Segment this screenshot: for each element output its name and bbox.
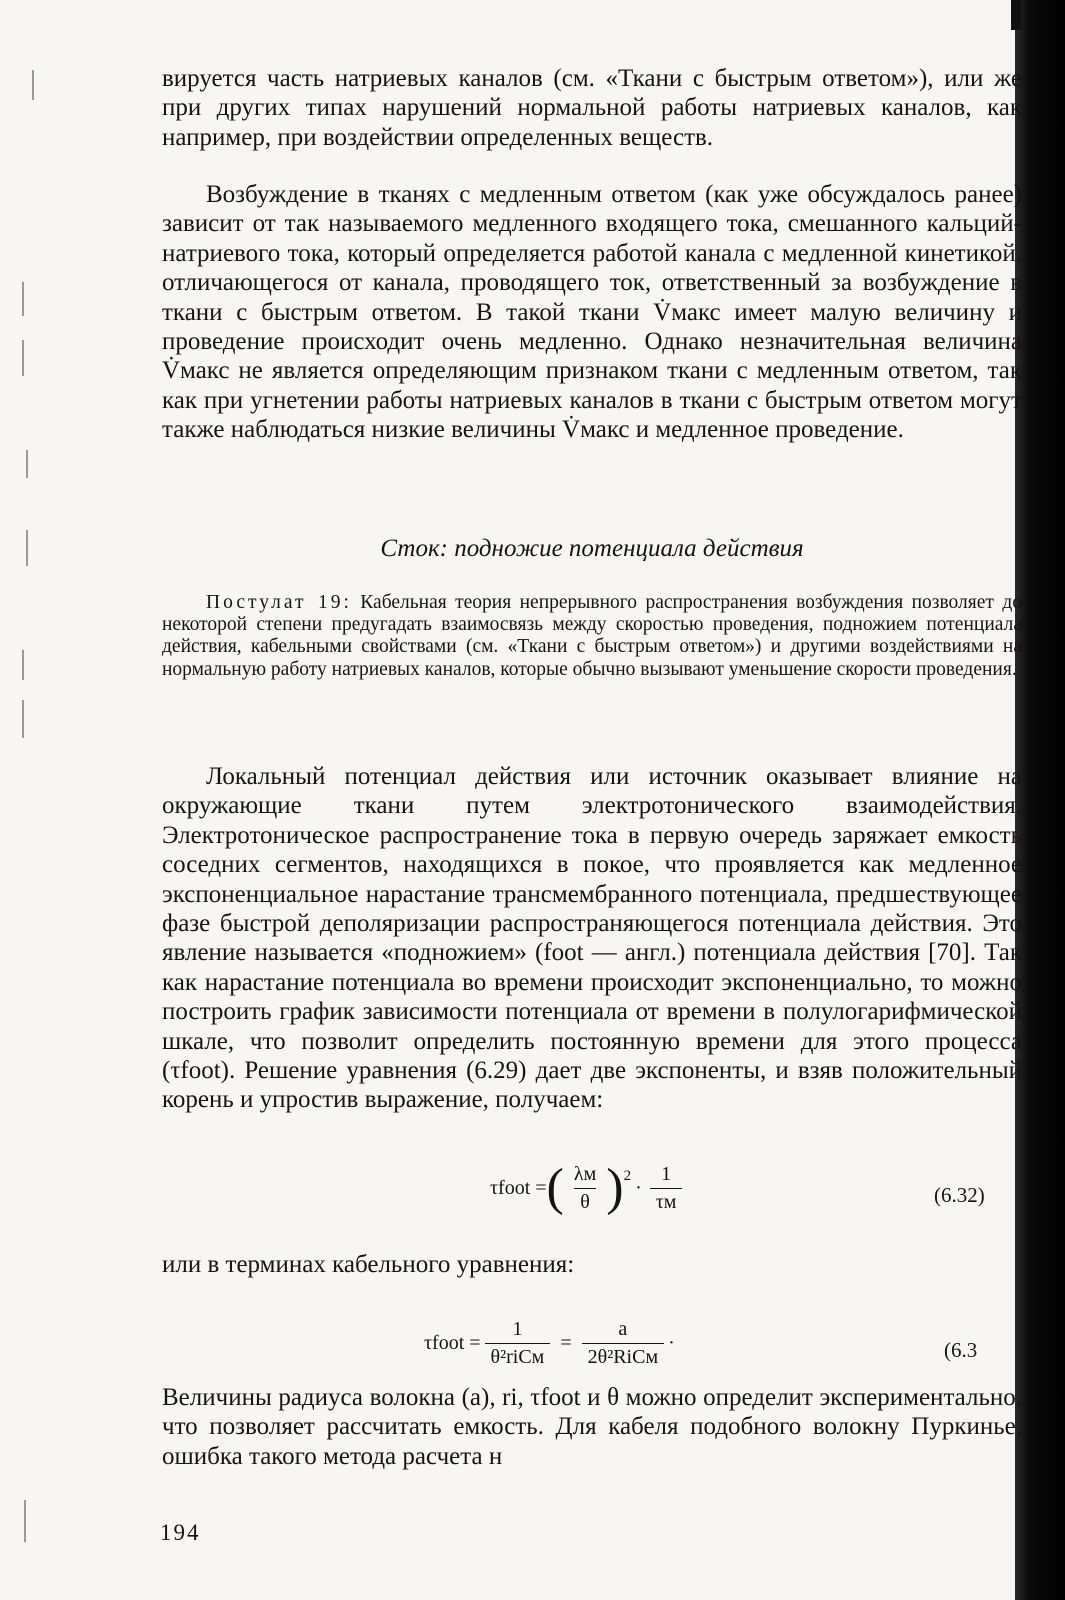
eq2-tail: · bbox=[668, 1332, 675, 1354]
eq1-close-paren: ) bbox=[606, 1159, 624, 1216]
eq1-denominator-1: θ bbox=[574, 1188, 596, 1214]
section-heading: Сток: подножие потенциала действия bbox=[380, 535, 804, 562]
eq1-dot: · bbox=[635, 1176, 642, 1199]
paragraph-cable-terms: или в терминах кабельного уравнения: bbox=[162, 1251, 575, 1278]
eq2-lhs: τfoot = bbox=[424, 1332, 481, 1354]
equation-6-33 bbox=[424, 1318, 675, 1369]
equation-number-6-33: (6.3 bbox=[944, 1338, 978, 1362]
eq1-power: 2 bbox=[623, 1168, 632, 1184]
scan-edge-notch bbox=[1011, 0, 1021, 30]
eq1-fraction-2 bbox=[650, 1163, 683, 1214]
eq1-numerator-1: λм bbox=[573, 1162, 597, 1185]
scan-dark-edge bbox=[1015, 0, 1065, 1600]
eq2-denominator-1: θ²riCм bbox=[485, 1343, 551, 1369]
paragraph-fiber-radius: Величины радиуса волокна (a), ri, τfoot и θ можно определит экспериментально, что позволяет рассчитать емкость. Для кабеля подобного волокну Пуркинье, ошибка такого метода расчета н bbox=[162, 1384, 1022, 1470]
equation-6-32 bbox=[490, 1159, 686, 1216]
paragraph-continuation: вируется часть натриевых каналов (см. «Ткани с быстрым ответом»), или же при других типах нарушений нормальной работы натриевых каналов, как например, при воздействии определенных веществ. bbox=[162, 65, 1022, 151]
paragraph-local-potential: Локальный потенциал действия или источник оказывает влияние на окружающие ткани путем электротонического взаимодействия. Электротоническое распространение тока в первую очередь заряжает емкость соседних сегментов, находящихся в покое, что проявляется как медленное экспоненциальное нарастание трансмембранного потенциала, предшествующее фазе быстрой деполяризации распространяющегося потенциала действия. Это явление называется «подножием» (foot — англ.) потенциала действия [70]. Так как нарастание потенциала во времени происходит экспоненциально, то можно построить график зависимости потенциала от времени в полулогарифмической шкале, что позволит определить постоянную времени для этого процесса (τfoot). Решение уравнения (6.29) дает две экспоненты, и взяв положительный корень и упростив выражение, получаем: bbox=[162, 763, 1022, 1114]
eq2-fraction-2 bbox=[582, 1318, 664, 1369]
eq1-fraction-1 bbox=[568, 1163, 602, 1214]
eq1-numerator-2: 1 bbox=[661, 1162, 672, 1185]
eq1-denominator-2: τм bbox=[650, 1188, 683, 1214]
postulate-body: Кабельная теория непрерывного распространения возбуждения позволяет до некоторой степени предугадать взаимосвязь между скоростью проведения, подножием потенциала действия, кабельными свойствами (см. «Ткани с быстрым ответом») и другими воздействиями на нормальную работу натриевых каналов, которые обычно вызывают уменьшение скорости проведения. bbox=[162, 592, 1023, 680]
eq2-numerator-1: 1 bbox=[512, 1318, 523, 1340]
postulate-block bbox=[162, 592, 1022, 681]
postulate-lead: Постулат 19: bbox=[206, 592, 352, 613]
eq1-lhs: τfoot = bbox=[490, 1176, 547, 1199]
paragraph-slow-response: Возбуждение в тканях с медленным ответом (как уже обсуждалось ранее) зависит от так называемого медленного входящего тока, смешанного кальций-натриевого тока, который определяется работой канала с медленной кинетикой, отличающегося от канала, проводящего ток, ответственный за возбуждение в ткани с быстрым ответом. В такой ткани V̇макс имеет малую величину и проведение происходит очень медленно. Однако незначительная величина V̇макс не является определяющим признаком ткани с медленным ответом, так как при угнетении работы натриевых каналов в ткани с быстрым ответом могут также наблюдаться низкие величины V̇макс и медленное проведение. bbox=[162, 181, 1022, 444]
eq2-numerator-2: a bbox=[618, 1318, 628, 1340]
page-number: 194 bbox=[160, 1520, 201, 1545]
eq1-open-paren: ( bbox=[546, 1159, 564, 1216]
equation-number-6-32: (6.32) bbox=[934, 1183, 985, 1207]
eq2-fraction-1 bbox=[485, 1318, 551, 1369]
eq2-denominator-2: 2θ²RiCм bbox=[582, 1343, 664, 1369]
eq2-equals: = bbox=[560, 1332, 572, 1354]
scan-margin-marks bbox=[18, 60, 44, 1600]
